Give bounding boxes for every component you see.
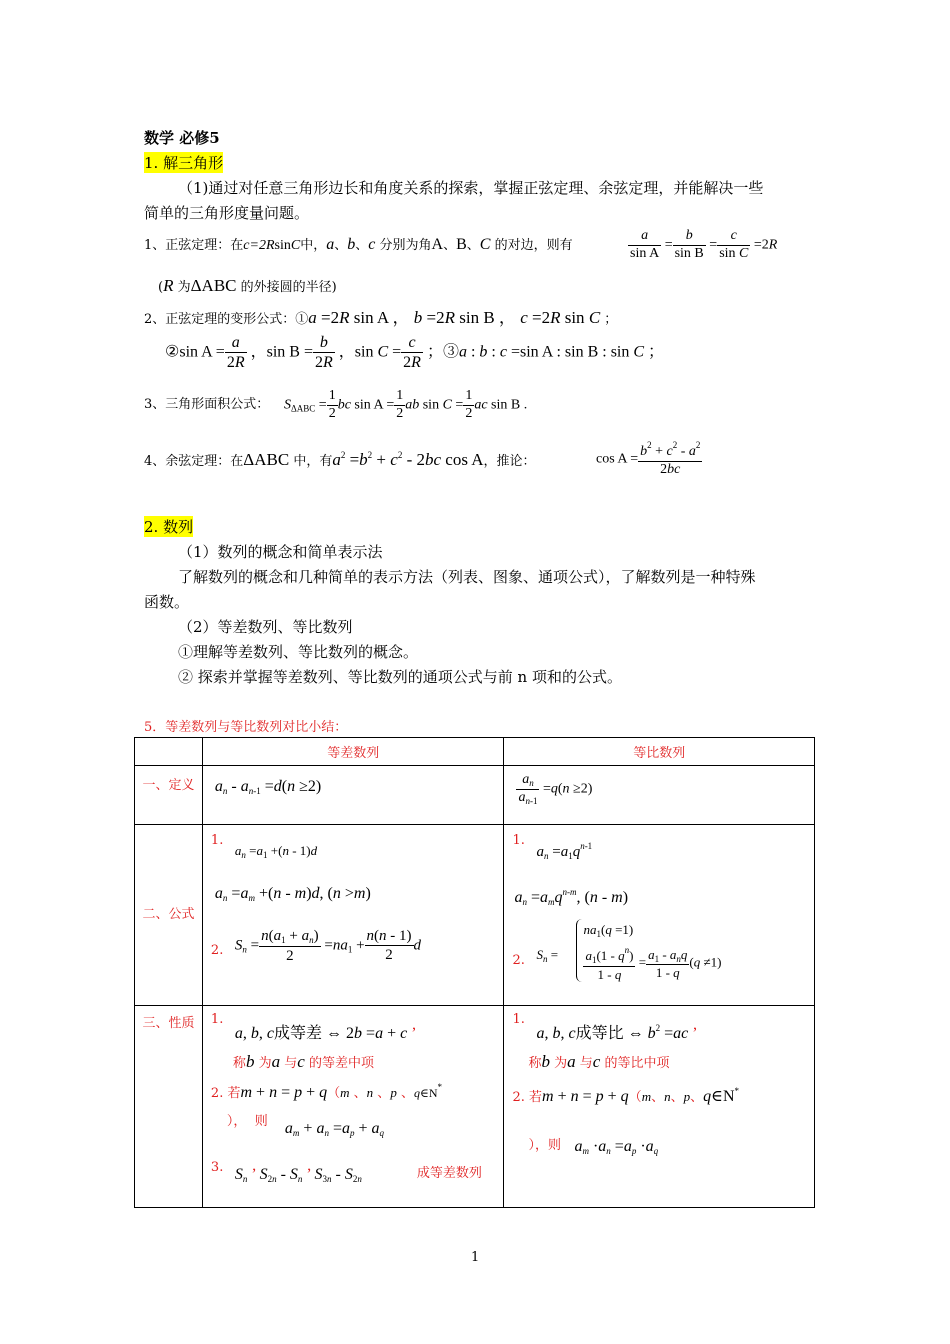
comparison-table [134, 737, 815, 1208]
section-2-para1-line2: 函数。 [144, 593, 190, 611]
area-formula-label: 3、三角形面积公式： [144, 397, 270, 412]
table-row-formula [135, 825, 815, 1006]
arith-prop-3-tail: 成等差数列 [416, 1166, 482, 1181]
law-of-sines-mid: 中， [300, 238, 327, 253]
section-2-sub1: （1）数列的概念和简单表示法 [178, 543, 383, 561]
section-1-intro-line1: （1)通过对任意三角形边长和角度关系的探索，掌握正弦定理、余弦定理，并能解决一些 [178, 179, 764, 197]
area-formula: $S_{\Delta ABC}$ = $\frac{1}{2}$ bc sin A = $\frac{1}{2}$ ab sin C = $\frac{1}{2}$ ac sin B . [284, 388, 528, 421]
circumradius-note: (R 为ΔABC 的外接圆的半径) [158, 276, 337, 295]
geo-general-term-m: $a_n =a_mq^{n-m}$, (n - m) [514, 887, 629, 907]
section-1-intro-line2: 简单的三角形度量问题。 [144, 204, 310, 222]
section-1-heading: 1. 解三角形 [144, 154, 224, 172]
geo-formula-1-number: 1. [512, 833, 525, 848]
row-label-property: 三、性质 [135, 1006, 203, 1208]
law-of-sines-angles: 的对边，则有 [494, 238, 573, 253]
law-of-sines-formula: $\frac{a}{\text{sin A}}$ = $\frac{b}{\text{sin B}}$ = $\frac{c}{\text{sin C}}$ =2R [630, 228, 778, 261]
arith-general-term-m: $a_n =a_m +(n - m)d$, (n >m) [214, 885, 371, 903]
arith-prop-2-cont: ）， 则 [226, 1114, 268, 1129]
arith-formula-1-number: 1. [210, 833, 224, 848]
geo-middle-term: 称b 为a 与c 的等比中项 [528, 1052, 670, 1071]
col-header-arithmetic: 等差数列 [202, 738, 504, 766]
section-5-heading: 5．等差数列与等比数列对比小结： [144, 720, 348, 735]
geo-sum-symbol: $S_n$ = [536, 947, 559, 964]
arith-prop-1-number: 1. [210, 1012, 224, 1027]
row-label-definition: 一、定义 [135, 766, 203, 825]
section-2-point2: ② 探索并掌握等差数列、等比数列的通项公式与前 n 项和的公式。 [178, 668, 622, 686]
arith-prop-3: $S_n$ ’ $S_{2n} - S_n$ ’ $S_{3n} - S_{2n}$ [234, 1166, 362, 1184]
geo-sum-cases: $na_1(q =1)$ $\frac{a_1(1 - q^n)}{1 - q}$ = $\frac{a_1 - a_nq}{1 - q}$ (q ≠1) [576, 919, 721, 982]
geo-prop-1-number: 1. [512, 1012, 525, 1027]
arith-formula-2-number: 2. [210, 943, 224, 958]
law-of-sines-sides: 分别为角 [379, 238, 432, 253]
geo-prop-2: 2. 若m + n = p + q（m、n、p、q∈N* [512, 1086, 740, 1105]
arith-middle-term: 称b 为a 与c 的等差中项 [232, 1052, 374, 1071]
geo-prop-2-formula: $a_m \cdot a_n =a_p \cdot a_q$ [574, 1138, 659, 1156]
law-of-sines-line: 1、正弦定理：在c=2RsinC中，a、b、c 分别为角A、B、C 的对边，则有 [144, 236, 573, 253]
arith-definition: $a_n - a_{n-1} =d(n \ge 2)$ [214, 778, 322, 796]
sine-variant-line2: ②sin A = $\frac{a}{2R}$ ，sin B = $\frac{b}{2R}$ ，sin C = $\frac{c}{2R}$ ；③a : b : c =sin A : sin B : sin C ； [165, 334, 665, 372]
section-2-heading: 2. 数列 [144, 518, 194, 536]
col-header-geometric: 等比数列 [504, 738, 815, 766]
law-of-sines-prefix: 1、正弦定理：在 [144, 238, 244, 253]
page-title: 数学 必修5 [144, 129, 220, 147]
row-label-formula: 二、公式 [135, 825, 203, 1006]
section-2-point1: ①理解等差数列、等比数列的概念。 [178, 643, 419, 661]
law-of-cosines-line: 4、余弦定理：在ΔABC 中，有$a^2 =b^2 + c^2 - 2bc$ cos A，推论： [144, 450, 536, 469]
arith-general-term: $a_n =a_1 +(n - 1)d$ [234, 843, 318, 860]
section-2-sub2: （2）等差数列、等比数列 [178, 618, 353, 636]
geo-definition: $\frac{a_n}{a_{n-1}}$ =q(n ≥2) [518, 772, 593, 806]
arith-sum-formula: $S_n$ = $\frac{n(a_1 + a_n)}{2}$ $=na_1$ + $\frac{n(n - 1)}{2}$ d [234, 928, 422, 964]
table-header-row [135, 738, 815, 766]
arith-prop-2: 2. 若m + n = p + q（m 、n 、p 、q∈N* [210, 1082, 443, 1101]
arith-prop-3-number: 3. [210, 1160, 224, 1175]
geo-prop-2-cont: ），则 [528, 1138, 561, 1153]
arith-prop-1: a, b, c成等差 ⇔ 2b =a + c ’ [234, 1025, 417, 1042]
geo-general-term: $a_n =a_1q^{n-1}$ [536, 841, 593, 861]
table-row-property [135, 1006, 815, 1208]
geo-prop-1: a, b, c成等比 ⇔ $b^2 =ac$ ’ [536, 1023, 698, 1042]
sine-variant-line1: 2、正弦定理的变形公式：①a =2R sin A ， b =2R sin B ， c =2R sin C ； [144, 308, 618, 327]
geo-formula-2-number: 2. [512, 953, 525, 968]
arith-prop-2-formula: $a_m + a_n =a_p + a_q$ [284, 1120, 385, 1138]
section-2-para1-line1: 了解数列的概念和几种简单的表示方法（列表、图象、通项公式），了解数列是一种特殊 [178, 568, 756, 586]
cosine-inference: cos A = $\frac{b^2 + c^2 - a^2}{2bc}$ [596, 440, 701, 477]
table-row-definition [135, 766, 815, 825]
page-number: 1 [471, 1250, 480, 1265]
